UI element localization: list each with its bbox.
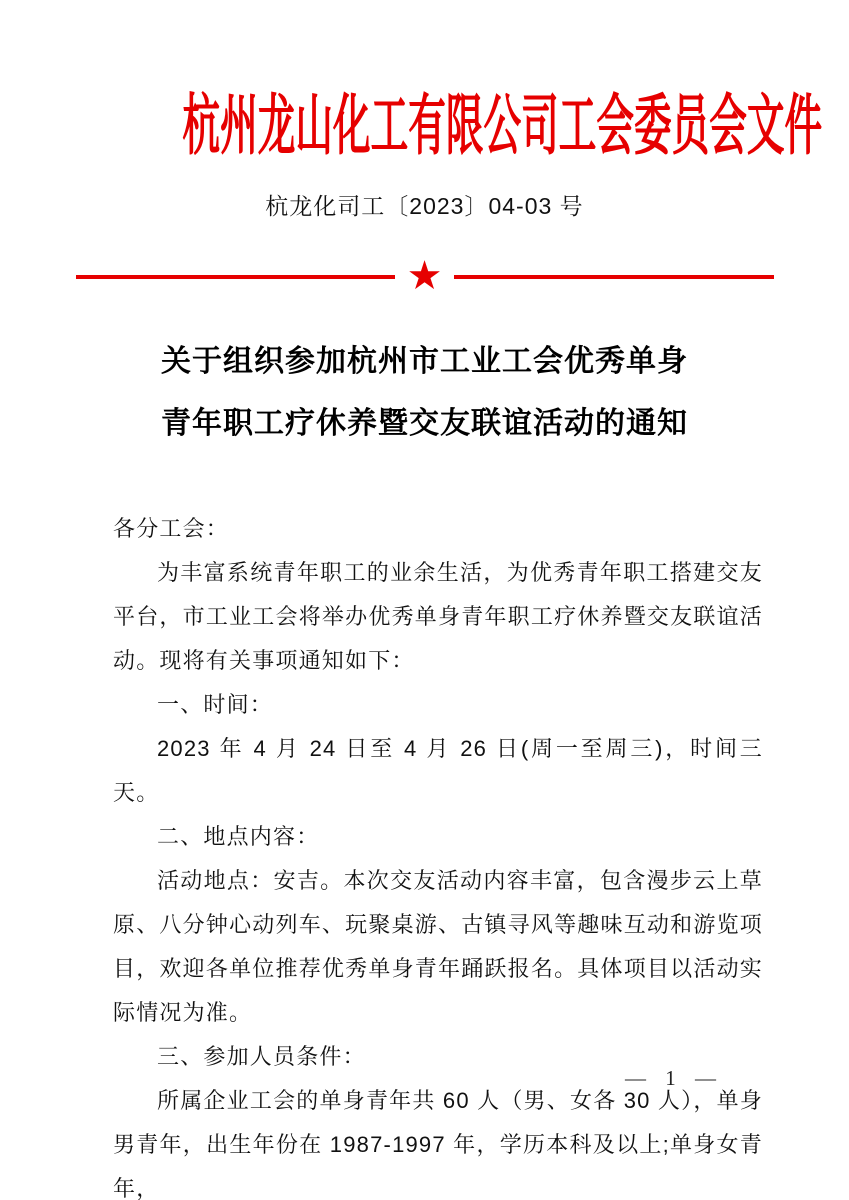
divider-line-right	[454, 275, 773, 279]
section-heading-participants: 三、参加人员条件：	[157, 1043, 366, 1069]
paragraph-intro: 为丰富系统青年职工的业余生活，为优秀青年职工搭建交友平台，市工业工会将举办优秀单身青年职工疗休养暨交友联谊活动。现将有关事项通知如下：	[113, 559, 763, 673]
document-header-title: 杭州龙山化工有限公司工会委员会文件	[182, 90, 823, 163]
paragraph-participants-detail: 所属企业工会的单身青年共 60 人（男、女各 30 人），单身男青年，出生年份在 1987-1997 年，学历本科及以上;单身女青年，	[113, 1087, 763, 1200]
paragraph-time-detail: 2023 年 4 月 24 日至 4 月 26 日(周一至周三)，时间三天。	[113, 735, 763, 805]
salutation: 各分工会：	[113, 515, 230, 541]
page-number: — 1 —	[625, 1066, 723, 1090]
red-divider	[76, 253, 774, 298]
star-icon: ★	[406, 253, 443, 298]
document-title-line2: 青年职工疗休养暨交友联谊活动的通知	[161, 406, 688, 440]
section-heading-time: 一、时间：	[157, 691, 274, 717]
section-heading-location: 二、地点内容：	[157, 823, 320, 849]
divider-line-left	[76, 275, 395, 279]
document-body	[113, 507, 763, 1200]
document-title	[0, 331, 849, 455]
document-title-line1: 关于组织参加杭州市工业工会优秀单身	[161, 344, 688, 378]
document-number: 杭龙化司工〔2023〕04-03 号	[265, 192, 584, 219]
paragraph-location-detail: 活动地点：安吉。本次交友活动内容丰富，包含漫步云上草原、八分钟心动列车、玩聚桌游、古镇寻风等趣味互动和游览项目，欢迎各单位推荐优秀单身青年踊跃报名。具体项目以活动实际情况为准。	[113, 867, 763, 1025]
